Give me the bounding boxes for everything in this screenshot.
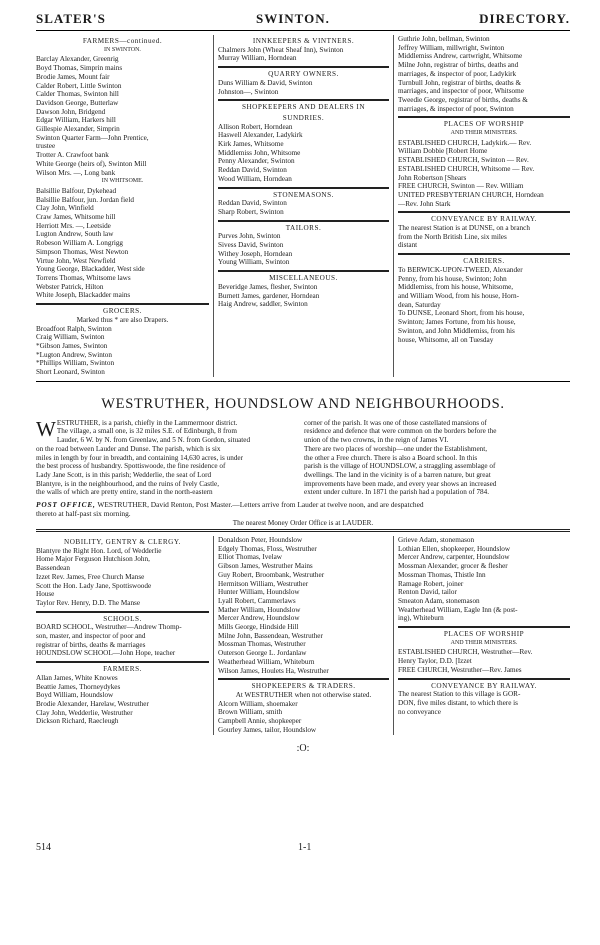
directory-entry: Gourley James, tailor, Houndslow <box>218 725 317 734</box>
directory-entry: Brown William, smith <box>218 708 283 717</box>
directory-entry: Trotter A. Crawfoot bank <box>36 151 109 160</box>
directory-entry: Allison Robert, Horndean <box>218 122 293 131</box>
text-line: Lauder, 6 W. by N. from Greenlaw, and 5 N. from Gordon, situated <box>56 436 251 445</box>
directory-entry: Milne John, Bassendean, Westruther <box>218 631 323 640</box>
description-right <box>304 419 570 497</box>
section-rule <box>36 661 209 663</box>
directory-entry: Boyd William, Houndslow <box>36 691 114 700</box>
section-heading: GROCERS. <box>103 307 142 316</box>
directory-entry: Ramage Robert, joiner <box>398 579 464 588</box>
swinton-columns <box>36 35 570 377</box>
header-directory: DIRECTORY. <box>479 11 570 26</box>
directory-entry: Young George, Blackadder, West side <box>36 265 145 274</box>
directory-entry: ESTABLISHED CHURCH, Whitsome — Rev. <box>398 164 535 173</box>
directory-entry: Wilson James, Houlets Ha, Westruther <box>218 666 329 675</box>
directory-entry: marriages, and inspector of poor, Whitsome <box>398 87 524 96</box>
section-heading: CARRIERS. <box>463 257 505 266</box>
directory-entry: Swinton, and John Middlemiss, from his <box>398 326 515 335</box>
directory-entry: Allan James, White Knowes <box>36 673 118 682</box>
directory-entry: Blantyre the Right Hon. Lord, of Wedderlie <box>36 546 162 555</box>
section-rule <box>398 253 570 255</box>
directory-entry: Young William, Swinton <box>218 258 290 267</box>
section-rule <box>398 626 570 628</box>
section-heading: PLACES OF WORSHIP <box>443 120 525 129</box>
directory-entry: BOARD SCHOOL, Westruther—Andrew Thomp- <box>36 623 182 632</box>
parish-description <box>36 416 570 497</box>
directory-entry: Izzet Rev. James, Free Church Manse <box>36 572 145 581</box>
directory-entry: Smeaton Adam, stonemason <box>398 596 480 605</box>
text-line: dwellings. The land in the vicinity is of a barren nature, but great <box>304 470 491 479</box>
directory-entry: Outerson George L. Jordanlaw <box>218 649 307 658</box>
directory-entry: Brodie James, Mount fair <box>36 72 110 81</box>
directory-entry: HOUNDSLOW SCHOOL—John Hope, teacher <box>36 649 176 658</box>
section-heading: INNKEEPERS & VINTNERS. <box>252 37 355 45</box>
double-rule <box>36 529 570 532</box>
section-rule <box>398 211 570 213</box>
page-number: 514 <box>36 842 51 853</box>
directory-entry: Burnett James, gardener, Horndean <box>218 291 320 300</box>
directory-entry: Chalmers John (Wheat Sheaf Inn), Swinton <box>218 45 344 54</box>
directory-entry: Dawson John, Bridgend <box>36 107 106 116</box>
directory-entry: Bassendean <box>36 564 70 573</box>
directory-entry: Simpson Thomas, West Newton <box>36 247 129 256</box>
post-office-line2: thereto at half-past six morning. <box>36 509 131 519</box>
directory-entry: ing), Whiteburn <box>398 614 444 623</box>
directory-entry: House <box>36 590 55 599</box>
section-heading: CONVEYANCE BY RAILWAY. <box>431 681 537 690</box>
directory-entry: To DUNSE, Leonard Short, from his house, <box>398 309 525 318</box>
directory-entry: house, Whitsome, all on Tuesday <box>398 335 494 344</box>
sub-heading: At WESTRUTHER when not otherwise stated. <box>235 691 372 699</box>
directory-entry: Guthrie John, bellman, Swinton <box>398 35 490 43</box>
sub-heading: Marked thus * are also Drapers. <box>76 315 169 324</box>
directory-entry: Reddan David, Swinton <box>218 199 287 208</box>
directory-entry: Mills George, Hindside Hill <box>218 623 299 632</box>
page-header <box>36 10 570 31</box>
directory-entry: Wood William, Horndean <box>218 174 292 183</box>
directory-entry: Hunter William, Houndslow <box>218 588 300 597</box>
directory-entry: Mossman Thomas, Westruther <box>218 640 306 649</box>
directory-entry: Tweedie George, registrar of births, deaths & <box>398 95 528 104</box>
text-line: Blantyre, is in the neighbourhood, and the ruins of Ively Castle, <box>36 479 220 488</box>
directory-entry: Mossman Thomas, Thistle Inn <box>398 570 486 579</box>
directory-entry: Brodie Alexander, Harelaw, Westruther <box>36 700 149 708</box>
sub-heading: IN SWINTON. <box>104 46 141 53</box>
directory-entry: Purves John, Swinton <box>218 232 281 241</box>
directory-entry: DON, five miles distant, to which there is <box>398 699 518 707</box>
directory-entry: FREE CHURCH, Westruther—Rev. James <box>398 665 522 674</box>
signature-mark: 1-1 <box>298 842 312 853</box>
header-town: SWINTON. <box>256 11 330 26</box>
directory-entry: Turnbull John, registrar of births, deaths & <box>398 78 522 87</box>
directory-entry: Lyall Robert, Cammerlaws <box>218 596 296 605</box>
directory-entry: Hermitson William, Westruther <box>218 579 309 588</box>
text-line: corner of the parish. It was one of those castellated mansions of <box>304 418 487 427</box>
directory-entry: John Robertson [Shears <box>398 173 467 182</box>
directory-entry: Home Major Ferguson Hutchison John, <box>36 555 150 564</box>
text-line: The village, a small one, is 32 miles S.E. of Edinburgh, 8 from <box>56 427 237 436</box>
directory-entry: son, master, and inspector of poor and <box>36 632 146 641</box>
text-line: improvements have been made, and every year shows an increased <box>304 479 497 488</box>
column-3 <box>394 536 570 734</box>
directory-entry: Penny Alexander, Swinton <box>218 157 295 166</box>
section-heading: FARMERS. <box>103 665 142 674</box>
directory-entry: Weatherhead William, Whiteburn <box>218 657 315 666</box>
directory-entry: Virtue John, West Newfield <box>36 256 116 265</box>
directory-entry: marriages, & inspector of poor, Swinton <box>398 104 514 113</box>
directory-entry: Kirk James, Whitsome <box>218 140 284 149</box>
section-heading: SCHOOLS. <box>103 614 142 623</box>
directory-entry: from the North British Line, six miles <box>398 232 507 241</box>
text-line: residence and defence that were common on the borders before the <box>304 427 497 436</box>
directory-entry: dean, Saturday <box>398 300 441 309</box>
directory-entry: Robeson William A. Longrigg <box>36 239 124 248</box>
directory-entry: Clay John, Wedderlie, Westruther <box>36 708 133 717</box>
section-heading: PLACES OF WORSHIP <box>443 630 525 639</box>
directory-entry: Edgar William, Harkers hill <box>36 116 116 125</box>
directory-entry: Alcorn William, shoemaker <box>218 699 298 708</box>
directory-entry: Scott the Hon. Lady Jane, Spottiswoode <box>36 581 152 590</box>
directory-entry: Sivess David, Swinton <box>218 241 284 250</box>
sub-heading: AND THEIR MINISTERS. <box>450 130 518 137</box>
directory-entry: Beveridge James, flesher, Swinton <box>218 282 318 291</box>
directory-entry: distant <box>398 241 418 250</box>
directory-entry: Balsillie Balfour, Dykehead <box>36 186 117 195</box>
directory-entry: Withey Joseph, Horndean <box>218 249 293 258</box>
directory-entry: The nearest Station is at DUNSE, on a branch <box>398 224 530 233</box>
directory-entry: Balsillie Balfour, jun. Jordan field <box>36 195 134 204</box>
directory-entry: Jeffrey William, millwright, Swinton <box>398 43 505 52</box>
section-rule <box>218 678 389 680</box>
directory-entry: Swinton Quarter Farm—John Prentice, <box>36 133 149 142</box>
directory-entry: Reddan David, Swinton <box>218 166 287 175</box>
section-heading: SHOPKEEPERS AND DEALERS IN <box>241 103 366 112</box>
directory-entry: Elliot Thomas, Ivelaw <box>218 553 282 562</box>
directory-entry: Henry Taylor, D.D. [Izzet <box>398 657 472 666</box>
directory-entry: Webster Patrick, Hilton <box>36 282 104 291</box>
text-line: union of the two crowns, in the reign of James VI. <box>304 436 449 445</box>
section-heading: SUNDRIES. <box>282 113 325 122</box>
directory-entry: Calder Thomas, Swinton hill <box>36 90 119 99</box>
section-rule <box>218 187 389 189</box>
directory-entry: Wilson Mrs. —, Long bank <box>36 168 116 177</box>
post-office-label: POST OFFICE, <box>36 500 96 510</box>
directory-entry: Milne John, registrar of births, deaths and <box>398 61 519 70</box>
directory-entry: Duns William & David, Swinton <box>218 78 313 87</box>
directory-entry: Haig Andrew, saddler, Swinton <box>218 300 308 309</box>
section-heading: NOBILITY, GENTRY & CLERGY. <box>64 538 181 547</box>
column-1 <box>36 536 214 734</box>
directory-entry: Edgely Thomas, Floss, Westruther <box>218 544 317 553</box>
section-heading: TAILORS. <box>285 223 322 232</box>
directory-entry: Lothian Ellen, shopkeeper, Houndslow <box>398 544 511 553</box>
directory-entry: William Dobbie [Robert Home <box>398 147 488 156</box>
directory-entry: Beattie James, Thorneydykes <box>36 682 121 691</box>
directory-entry: —Rev. John Stark <box>398 199 451 208</box>
column-2 <box>214 35 394 377</box>
directory-entry: ESTABLISHED CHURCH, Swinton — Rev. <box>398 156 529 165</box>
section-divider <box>36 381 570 382</box>
directory-entry: Broadfoot Ralph, Swinton <box>36 324 112 333</box>
text-line: extent under culture. In 1871 the parish had a population of 784. <box>304 488 490 497</box>
directory-entry: *Gibson James, Swinton <box>36 341 108 350</box>
description-left <box>36 416 304 497</box>
section-heading: CONVEYANCE BY RAILWAY. <box>431 215 537 224</box>
directory-entry: Mather William, Houndslow <box>218 605 301 614</box>
section-rule <box>218 99 389 101</box>
directory-entry: Craig William, Swinton <box>36 333 105 342</box>
directory-entry: Middlemiss John, Whitsome <box>218 148 301 157</box>
directory-entry: White Joseph, Blackadder mains <box>36 291 131 300</box>
section-heading: SHOPKEEPERS & TRADERS. <box>251 682 356 691</box>
directory-entry: Barclay Alexander, Greenrig <box>36 55 119 64</box>
westruther-columns <box>36 536 570 734</box>
text-line: miles in length by four in breadth, and containing 14,630 acres, is under <box>36 453 243 462</box>
text-line: There are two places of worship—one under the Establishment, <box>304 444 488 453</box>
text-line: on the road between Lauder and Dunse. The parish, which is six <box>36 444 221 453</box>
directory-entry: registrar of births, deaths & marriages <box>36 640 146 649</box>
directory-entry: Lugton Andrew, South law <box>36 230 114 239</box>
directory-entry: *Phillips William, Swinton <box>36 359 115 368</box>
column-1 <box>36 35 214 377</box>
directory-entry: Herriott Mrs. —, Leetside <box>36 221 111 230</box>
directory-entry: and William Wood, from his house, Horn- <box>398 291 520 300</box>
directory-entry: Middlemiss, from his house, Whitsome, <box>398 283 514 292</box>
directory-entry: ESTABLISHED CHURCH, Westruther—Rev. <box>398 648 533 657</box>
section-rule <box>36 303 209 305</box>
column-3 <box>394 35 570 377</box>
directory-entry: Penny, from his house, Swinton; John <box>398 274 507 283</box>
directory-entry: Guy Robert, Broombank, Westruther <box>218 570 325 579</box>
directory-entry: Craw James, Whitsome hill <box>36 213 116 222</box>
text-line: ESTRUTHER, is a parish, chiefly in the Lammermoor district. <box>56 418 238 427</box>
text-line: the walls of which are pretty entire, stand in the north-eastern <box>36 488 213 497</box>
directory-entry: Swinton; James Fortune, from his house, <box>398 318 516 327</box>
directory-entry: Donaldson Peter, Houndslow <box>218 536 303 545</box>
section-rule <box>218 66 389 68</box>
directory-entry: Torrens Thomas, Whitsome laws <box>36 273 131 282</box>
directory-entry: Gillespie Alexander, Simprin <box>36 125 120 134</box>
directory-entry: Grieve Adam, stonemason <box>398 536 475 545</box>
text-line: the other a Free church. There is also a Board school. In this <box>304 453 478 462</box>
directory-entry: Mercer Andrew, Houndslow <box>218 614 300 623</box>
section-heading: FARMERS—continued. <box>82 37 163 45</box>
directory-entry: trustee <box>36 142 56 151</box>
directory-entry: Weatherhead William, Eagle Inn (& post- <box>398 605 518 614</box>
section-rule <box>36 611 209 613</box>
directory-entry: Clay John, Winfield <box>36 204 94 213</box>
directory-entry: *Lugton Andrew, Swinton <box>36 350 112 359</box>
directory-entry: Renton David, tailor <box>398 588 457 597</box>
money-order-note: The nearest Money Order Office is at LAUDER. <box>232 519 374 528</box>
directory-entry: Johnston—, Swinton <box>218 87 279 96</box>
directory-entry: Middlemiss Andrew, cartwright, Whitsome <box>398 52 523 61</box>
end-ornament: :O: <box>296 742 310 754</box>
directory-entry: Short Leonard, Swinton <box>36 368 105 377</box>
directory-entry: The nearest Station to this village is GOR- <box>398 690 521 699</box>
section-title: WESTRUTHER, HOUNDSLOW AND NEIGHBOURHOODS. <box>101 395 505 412</box>
directory-entry: marriages, & inspector of poor, Ladykirk <box>398 69 517 78</box>
text-line: the best process of husbandry. Spottiswoode, the fine residence of <box>36 462 226 471</box>
directory-entry: Murray William, Horndean <box>218 54 297 63</box>
directory-entry: FREE CHURCH, Swinton — Rev. William <box>398 182 524 191</box>
section-rule <box>398 678 570 680</box>
directory-entry: To BERWICK-UPON-TWEED, Alexander <box>398 265 523 274</box>
directory-entry: Sharp Robert, Swinton <box>218 207 284 216</box>
directory-entry: Mercer Andrew, carpenter, Houndslow <box>398 553 510 562</box>
text-line: parish is the village of HOUNDSLOW, a straggling assemblage of <box>304 462 496 471</box>
directory-entry: Dickson Richard, Raecleugh <box>36 717 119 726</box>
directory-entry: White George (heirs of), Swinton Mill <box>36 159 147 168</box>
directory-entry: Boyd Thomas, Simprin mains <box>36 64 123 73</box>
section-heading: STONEMASONS. <box>273 190 334 199</box>
header-publisher: SLATER'S <box>36 11 106 26</box>
drop-cap: W <box>36 416 56 441</box>
directory-entry: ESTABLISHED CHURCH, Ladykirk.— Rev. <box>398 138 532 147</box>
directory-entry: Haswell Alexander, Ladykirk <box>218 131 303 140</box>
post-office-line1: WESTRUTHER, David Renton, Post Master.—Letters arrive from Lauder at twelve noon, and are despatched <box>95 500 424 510</box>
section-rule <box>398 116 570 118</box>
directory-entry: Taylor Rev. Henry, D.D. The Manse <box>36 598 141 607</box>
column-2 <box>214 536 394 734</box>
text-line: Lady Jane Scott, is in this parish; Wedderlie, the seat of Lord <box>36 470 212 479</box>
directory-entry: Gibson James, Westruther Mains <box>218 562 313 571</box>
section-heading: QUARRY OWNERS. <box>268 70 339 79</box>
directory-entry: Davidson George, Butterlaw <box>36 98 119 107</box>
directory-entry: Mossman Alexander, grocer & flesher <box>398 562 508 571</box>
directory-entry: no conveyance <box>398 707 441 716</box>
sub-heading: AND THEIR MINISTERS. <box>450 639 518 646</box>
sub-heading: IN WHITSOME. <box>101 178 144 185</box>
directory-entry: Calder Robert, Little Swinton <box>36 81 122 90</box>
post-office-notice <box>36 500 570 518</box>
directory-entry: Campbell Annie, shopkeeper <box>218 717 302 726</box>
section-rule <box>218 270 389 272</box>
section-rule <box>218 220 389 222</box>
directory-entry: UNITED PRESBYTERIAN CHURCH, Horndean <box>398 190 544 199</box>
section-heading: MISCELLANEOUS. <box>269 274 338 283</box>
